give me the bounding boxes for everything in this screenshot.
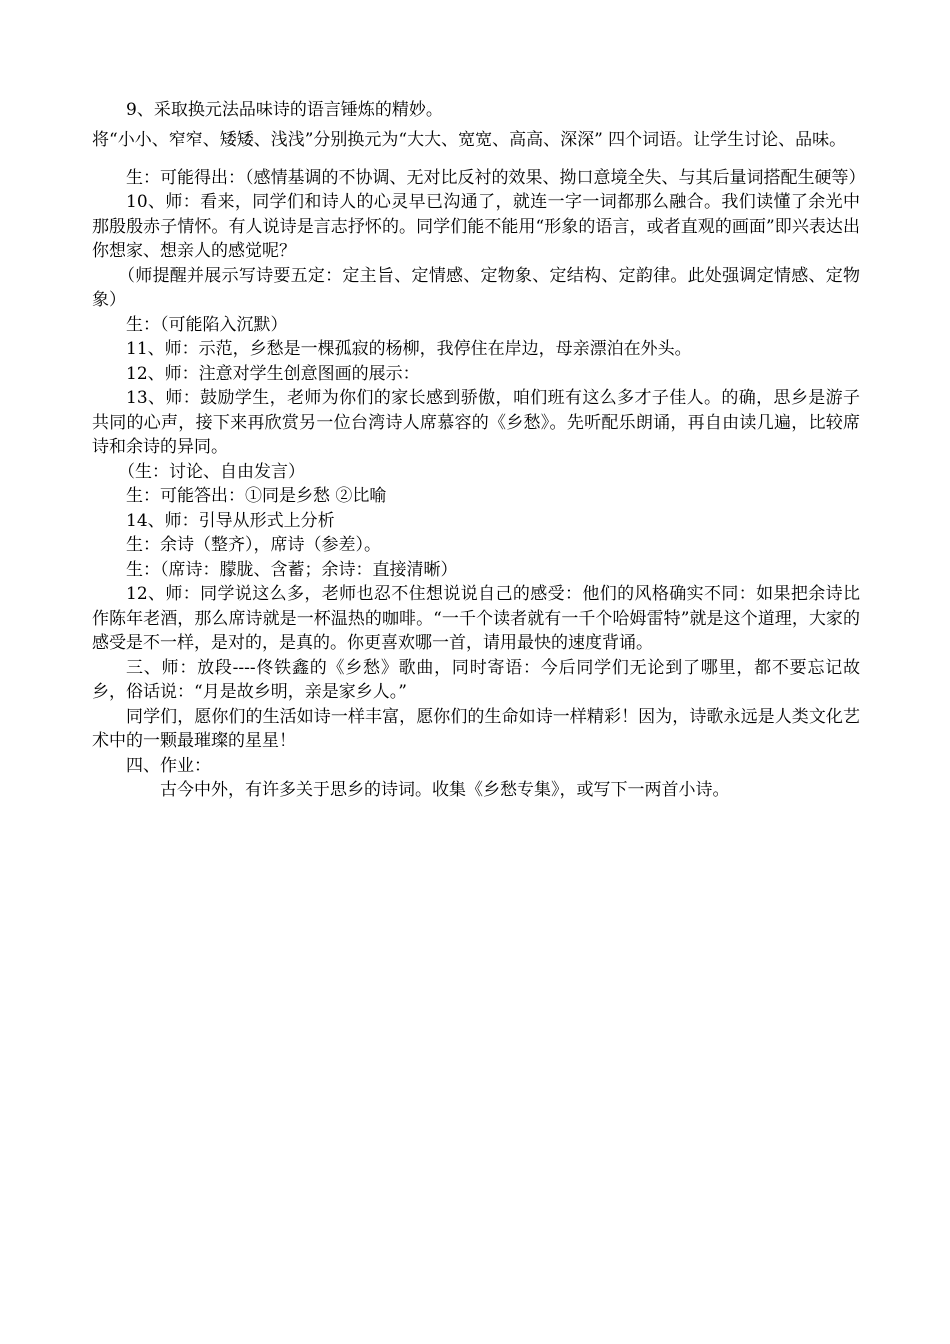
- paragraph-step-9: 9、采取换元法品味诗的语言锤炼的精妙。: [126, 100, 443, 120]
- paragraph-word-replacement: 将“小小、窄窄、矮矮、浅浅”分别换元为“大大、宽宽、高高、深深” 四个词语。让学生讨论、品味。: [92, 129, 847, 150]
- paragraph-teacher-feelings: 12、师：同学说这么多，老师也忍不住想说说自己的感受：他们的风格确实不同：如果把余诗比作陈年老酒，那么席诗就是一杯温热的咖啡。“一千个读者就有一千个哈姆雷特”就是这个道理，大家的感受是不一样，是对的，是真的。你更喜欢哪一首，请用最快的速度背诵。: [92, 584, 860, 653]
- paragraph-homework-heading: 四、作业：: [126, 755, 211, 776]
- document-body: [92, 98, 866, 803]
- paragraph-section-three: 三、师：放段----佟铁鑫的《乡愁》歌曲，同时寄语：今后同学们无论到了哪里，都不要忘记故乡，俗话说：“月是故乡明，亲是家乡人。”: [92, 657, 860, 702]
- paragraph-step-10: 10、师：看来，同学们和诗人的心灵早已沟通了，就连一字一词都那么融合。我们读懂了余光中那殷殷赤子情怀。有人说诗是言志抒怀的。同学们能不能用“形象的语言，或者直观的画面”即兴表达出你想家、想亲人的感觉呢？: [92, 192, 860, 261]
- paragraph-student-style: 生：（席诗：朦胧、含蓄；余诗：直接清晰）: [126, 559, 458, 580]
- paragraph-student-form: 生：余诗（整齐），席诗（参差）。: [126, 535, 381, 555]
- paragraph-five-rules: （师提醒并展示写诗要五定：定主旨、定情感、定物象、定结构、定韵律。此处强调定情感、定物象）: [92, 265, 860, 310]
- paragraph-step-12: 12、师：注意对学生创意图画的展示：: [126, 363, 420, 384]
- paragraph-step-14: 14、师：引导从形式上分析: [126, 510, 335, 531]
- paragraph-student-answer-2: 生：可能答出：①同是乡愁 ②比喻: [126, 486, 387, 506]
- paragraph-student-answer-1: 生：可能得出：（感情基调的不协调、无对比反衬的效果、拗口意境全失、与其后量词搭配生硬等）: [126, 167, 866, 188]
- paragraph-step-13: 13、师：鼓励学生，老师为你们的家长感到骄傲，咱们班有这么多才子佳人。的确，思乡是游子共同的心声，接下来再欣赏另一位台湾诗人席慕容的《乡愁》。先听配乐朗诵，再自由读几遍，比较席诗和余诗的异同。: [92, 388, 860, 457]
- paragraph-step-11: 11、师：示范，乡愁是一棵孤寂的杨柳，我停住在岸边，母亲漂泊在外头。: [126, 339, 692, 359]
- paragraph-homework-task: 古今中外，有许多关于思乡的诗词。收集《乡愁专集》，或写下一两首小诗。: [160, 780, 730, 800]
- paragraph-student-discussion: （生：讨论、自由发言）: [118, 461, 305, 482]
- paragraph-student-silence: 生：（可能陷入沉默）: [126, 314, 288, 335]
- paragraph-closing-wish: 同学们，愿你们的生活如诗一样丰富，愿你们的生命如诗一样精彩！因为，诗歌永远是人类文化艺术中的一颗最璀璨的星星！: [92, 706, 860, 751]
